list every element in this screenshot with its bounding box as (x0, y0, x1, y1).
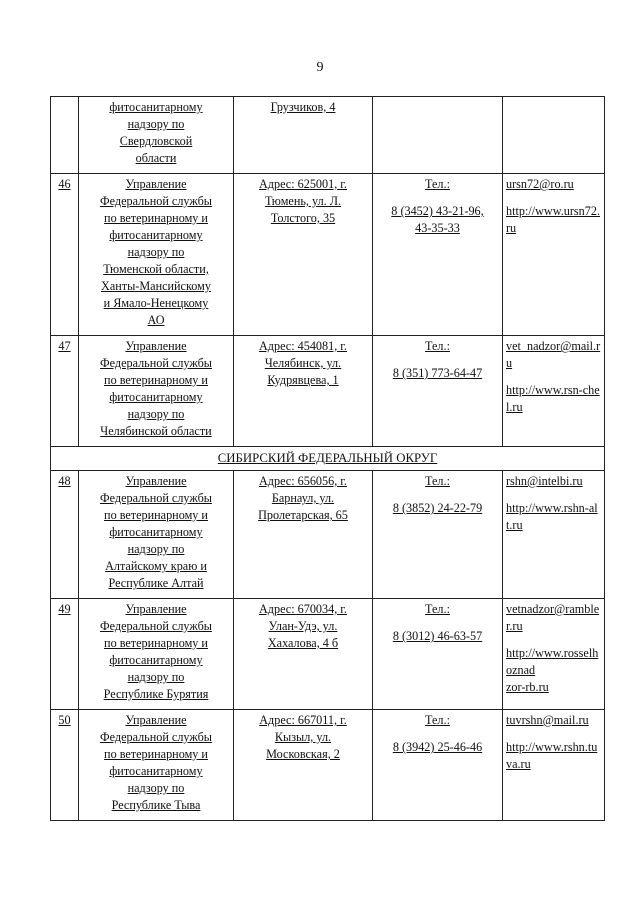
name-line: по ветеринарному и (104, 373, 208, 387)
address-cell (234, 336, 373, 447)
spacer (506, 372, 601, 382)
phone-cell (373, 710, 503, 821)
authority-name (79, 97, 234, 174)
name-line: Федеральной службы (100, 730, 212, 744)
name-line: фитосанитарному (109, 653, 203, 667)
region-header-row (51, 447, 605, 471)
name-line: области (135, 151, 177, 165)
web-cell (503, 710, 605, 821)
phone-label: Тел.: (425, 339, 450, 353)
name-line: надзору по (127, 781, 185, 795)
phone-number: 8 (3852) 24-22-79 (392, 501, 483, 515)
region-header: СИБИРСКИЙ ФЕДЕРАЛЬНЫЙ ОКРУГ (51, 447, 605, 471)
phone-number: 8 (3012) 46-63-57 (392, 629, 483, 643)
authority-name (79, 336, 234, 447)
spacer (506, 635, 601, 645)
name-line: Управление (125, 713, 187, 727)
spacer (376, 618, 499, 628)
name-line: Свердловской (119, 134, 193, 148)
phone-cell (373, 336, 503, 447)
spacer (506, 729, 601, 739)
name-line: Федеральной службы (100, 491, 212, 505)
web-cell (503, 97, 605, 174)
address-cell (234, 471, 373, 599)
name-line: фитосанитарному (109, 390, 203, 404)
phone-number: 8 (3452) 43-21-96, (391, 204, 484, 218)
address-line: Тюмень, ул. Л. (264, 194, 342, 208)
phone-cell (373, 471, 503, 599)
spacer (376, 490, 499, 500)
name-line: Алтайскому краю и (105, 559, 207, 573)
name-line: Федеральной службы (100, 619, 212, 633)
name-line: Ханты-Мансийскому (101, 279, 211, 293)
name-line: надзору по (127, 542, 185, 556)
website-link: http://www.rsn-chel.ru (506, 383, 600, 414)
website-link: http://www.rosselhoznad (506, 646, 599, 677)
name-line: по ветеринарному и (104, 508, 208, 522)
address-cell (234, 710, 373, 821)
continuation-row (51, 97, 605, 174)
name-line: надзору по (127, 670, 185, 684)
web-cell (503, 599, 605, 710)
website-link: http://www.rshn.tuva.ru (506, 740, 598, 771)
name-line: АО (147, 313, 165, 327)
row-number: 50 (51, 710, 79, 821)
address-line: Адрес: 667011, г. (259, 713, 347, 727)
address-cell (234, 599, 373, 710)
web-cell (503, 174, 605, 336)
web-cell (503, 471, 605, 599)
address-line: Челябинск, ул. (264, 356, 342, 370)
table-row (51, 599, 605, 710)
authority-name (79, 710, 234, 821)
page-number: 9 (316, 60, 324, 75)
authority-table (50, 96, 605, 821)
phone-label: Тел.: (425, 602, 450, 616)
name-line: по ветеринарному и (104, 636, 208, 650)
row-number: 49 (51, 599, 79, 710)
name-line: Управление (125, 602, 187, 616)
name-line: фитосанитарному (109, 525, 203, 539)
address-cell (234, 174, 373, 336)
name-line: фитосанитарному (109, 228, 203, 242)
address-line: Кудрявцева, 1 (267, 373, 339, 387)
table-row (51, 710, 605, 821)
name-line: по ветеринарному и (104, 211, 208, 225)
authority-table-body (51, 97, 605, 821)
name-line: по ветеринарному и (104, 747, 208, 761)
name-line: Республике Тыва (111, 798, 201, 812)
address-line: Грузчиков, 4 (270, 100, 336, 114)
name-line: Республике Алтай (108, 576, 204, 590)
table-row (51, 471, 605, 599)
name-line: Управление (125, 177, 187, 191)
authority-name (79, 174, 234, 336)
phone-cell (373, 174, 503, 336)
email-link[interactable]: vetnadzor@rambler.ru (506, 602, 600, 633)
authority-name (79, 599, 234, 710)
spacer (376, 729, 499, 739)
email-link[interactable]: vet_nadzor@mail.ru (506, 339, 601, 370)
name-line: и Ямало-Ненецкому (103, 296, 209, 310)
address-line: Адрес: 656056, г. (259, 474, 347, 488)
row-number: 48 (51, 471, 79, 599)
address-line: Толстого, 35 (270, 211, 336, 225)
website-link: zor-rb.ru (506, 680, 549, 694)
row-number (51, 97, 79, 174)
phone-label: Тел.: (425, 177, 450, 191)
phone-label: Тел.: (425, 713, 450, 727)
address-line: Хахалова, 4 б (267, 636, 339, 650)
website-link: http://www.ursn72.ru (506, 204, 601, 235)
name-line: фитосанитарному (109, 100, 203, 114)
spacer (506, 193, 601, 203)
address-line: Кызыл, ул. (274, 730, 332, 744)
name-line: фитосанитарному (109, 764, 203, 778)
name-line: Челябинской области (100, 424, 212, 438)
phone-label: Тел.: (425, 474, 450, 488)
name-line: Управление (125, 339, 187, 353)
name-line: надзору по (127, 117, 185, 131)
spacer (506, 490, 601, 500)
name-line: Тюменской области, (103, 262, 209, 276)
email-link[interactable]: ursn72@ro.ru (506, 177, 574, 191)
address-line: Адрес: 625001, г. (259, 177, 347, 191)
website-link: http://www.rshn-alt.ru (506, 501, 598, 532)
table-row (51, 336, 605, 447)
spacer (376, 193, 499, 203)
email-link[interactable]: tuvrshn@mail.ru (506, 713, 589, 727)
row-number: 46 (51, 174, 79, 336)
phone-number: 8 (3942) 25-46-46 (392, 740, 483, 754)
name-line: надзору по (127, 245, 185, 259)
name-line: Управление (125, 474, 187, 488)
name-line: Республике Бурятия (103, 687, 209, 701)
address-line: Адрес: 670034, г. (259, 602, 347, 616)
phone-cell (373, 599, 503, 710)
address-line: Улан-Удэ, ул. (268, 619, 338, 633)
address-line: Барнаул, ул. (271, 491, 335, 505)
address-cell (234, 97, 373, 174)
email-link[interactable]: rshn@intelbi.ru (506, 474, 583, 488)
phone-number: 8 (351) 773-64-47 (392, 366, 483, 380)
row-number: 47 (51, 336, 79, 447)
web-cell (503, 336, 605, 447)
phone-number: 43-35-33 (415, 221, 460, 235)
table-row (51, 174, 605, 336)
name-line: надзору по (127, 407, 185, 421)
address-line: Московская, 2 (266, 747, 340, 761)
name-line: Федеральной службы (100, 356, 212, 370)
authority-name (79, 471, 234, 599)
address-line: Адрес: 454081, г. (259, 339, 347, 353)
name-line: Федеральной службы (100, 194, 212, 208)
spacer (376, 355, 499, 365)
address-line: Пролетарская, 65 (258, 508, 348, 522)
phone-cell (373, 97, 503, 174)
